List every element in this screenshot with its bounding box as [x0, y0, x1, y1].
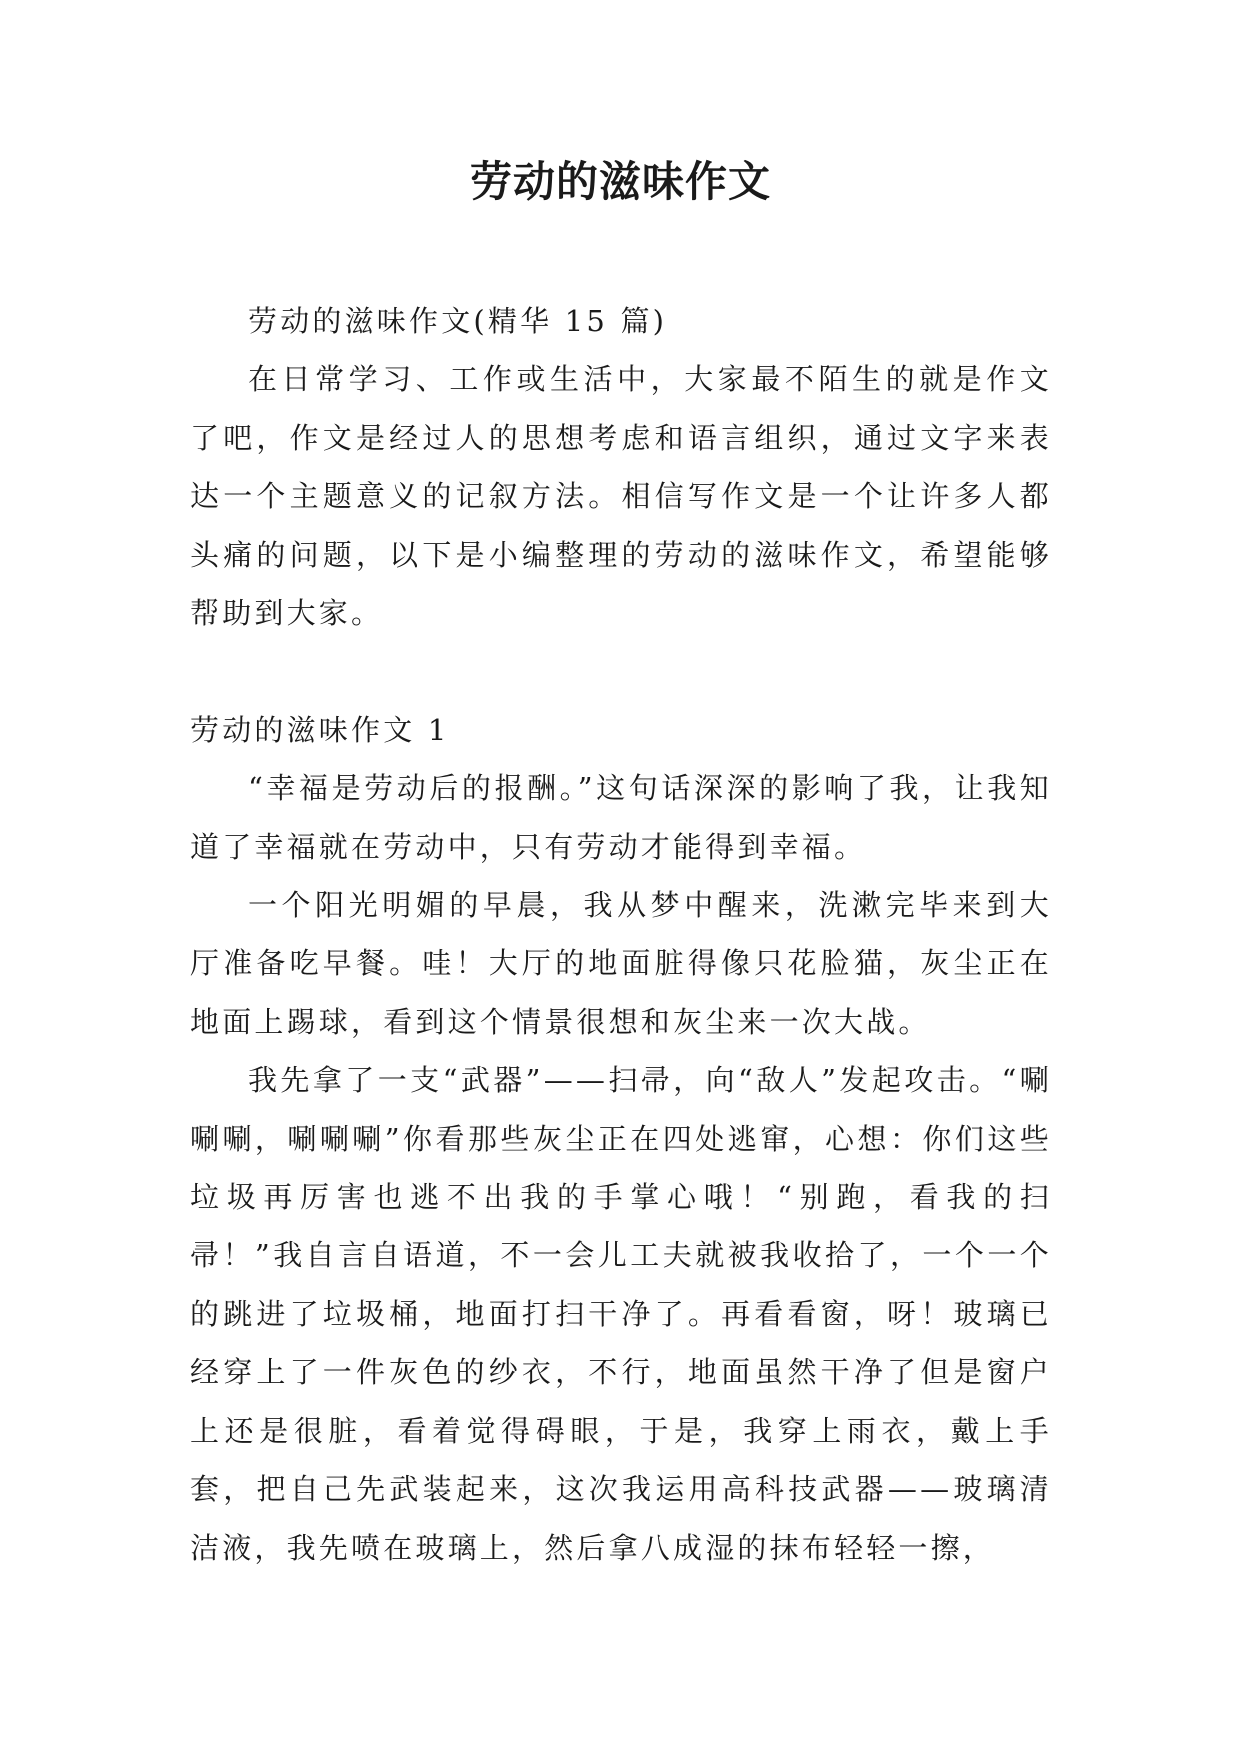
document-title: 劳动的滋味作文 [469, 157, 771, 206]
intro-paragraph: 在日常学习、工作或生活中，大家最不陌生的就是作文了吧，作文是经过人的思想考虑和语言组织，通过文字来表达一个主题意义的记叙方法。相信写作文是一个让许多人都头痛的问题，以下是小编整理的劳动的滋味作文，希望能够帮助到大家。 [190, 362, 1052, 631]
section-heading: 劳动的滋味作文 1 [190, 712, 450, 747]
body-paragraph: “幸福是劳动后的报酬。”这句话深深的影响了我，让我知道了幸福就在劳动中，只有劳动才能得到幸福。 [190, 771, 1052, 864]
document-body [190, 292, 1052, 1577]
body-paragraph: 一个阳光明媚的早晨，我从梦中醒来，洗漱完毕来到大厅准备吃早餐。哇！大厅的地面脏得像只花脸猫，灰尘正在地面上踢球，看到这个情景很想和灰尘来一次大战。 [190, 888, 1052, 1039]
body-paragraph: 我先拿了一支“武器”——扫帚，向“敌人”发起攻击。“唰唰唰，唰唰唰”你看那些灰尘正在四处逃窜，心想：你们这些垃圾再厉害也逃不出我的手掌心哦！“别跑，看我的扫帚！”我自言自语道，不一会儿工夫就被我收拾了，一个一个的跳进了垃圾桶，地面打扫干净了。再看看窗，呀！玻璃已经穿上了一件灰色的纱衣，不行，地面虽然干净了但是窗户上还是很脏，看着觉得碍眼，于是，我穿上雨衣，戴上手套，把自己先武装起来，这次我运用高科技武器——玻璃清洁液，我先喷在玻璃上，然后拿八成湿的抹布轻轻一擦， [190, 1063, 1052, 1565]
document-subtitle: 劳动的滋味作文(精华 15 篇) [248, 304, 668, 338]
